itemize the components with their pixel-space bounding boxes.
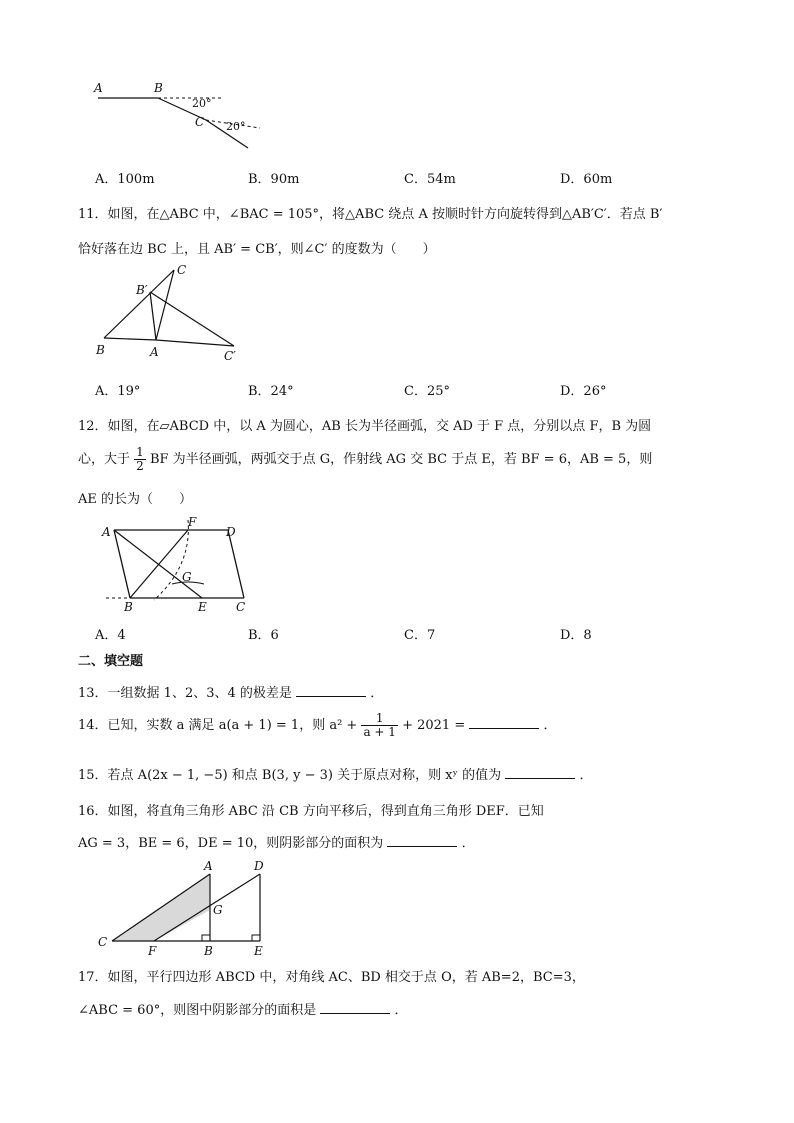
q16-line-2 [78,832,475,851]
q17-line-1: 17．如图，平行四边形 ABCD 中，对角线 AC、BD 相交于点 O，若 AB=2，BC=3， [78,970,585,985]
figure-q16 [94,858,274,958]
label-a: A [150,345,159,359]
frac-denominator: a + 1 [363,725,396,739]
right-angle-e [252,935,260,941]
label-b: B [96,343,105,357]
q15-answer-blank[interactable] [505,766,575,779]
label-c: C [177,263,187,277]
q12-line-1: 12．如图，在▱ABCD 中，以 A 为圆心，AB 长为半径画弧，交 AD 于 F 点，分别以点 F，B 为圆 [78,419,652,434]
label-d: D [254,859,264,873]
segment-dc [228,530,244,598]
q12-line-2 [78,446,652,473]
fraction-one-over-a-plus-one [361,712,397,739]
q12-option-c[interactable]: C．7 [404,628,436,643]
q11-line-2: 恰好落在边 BC 上，且 AB′ = CB′，则∠C′ 的度数为（ ） [78,242,436,257]
q11-option-a[interactable]: A．19° [95,384,141,399]
q13-line [78,682,383,701]
segment-ac-prime [156,340,234,346]
q16-end: ． [461,836,475,851]
q12-line-2-pre: 心，大于 [78,452,131,467]
q17-text: ∠ABC = 60°，则图中阴影部分的面积是 [78,1003,317,1018]
frac-numerator: 1 [136,445,144,459]
label-a: A [102,525,111,539]
label-a: A [94,81,103,95]
q14-end: ． [543,718,557,733]
segment-bc [104,270,174,338]
right-angle-b [202,935,210,941]
label-b: B [124,600,133,614]
label-b-prime: B′ [136,283,148,297]
label-b: B [154,81,163,95]
angle-label-b: 20° [192,97,212,110]
q14-pre: 14．已知，实数 a 满足 a(a + 1) = 1，则 a² + [78,718,358,733]
frac-numerator: 1 [361,712,397,726]
label-g: G [182,570,192,584]
q12-line-2-post: BF 为半径画弧，两弧交于点 G，作射线 AG 交 BC 于点 E，若 BF = 6，AB = 5，则 [149,452,653,467]
segment-b-prime-c-prime [150,292,234,346]
q17-answer-blank[interactable] [320,1001,390,1014]
q13-end: ． [370,686,384,701]
label-c: C [236,600,246,614]
label-g: G [213,903,223,917]
q10-option-c[interactable]: C．54m [404,172,456,187]
q10-options [95,168,755,188]
angle-label-c: 20° [226,120,246,133]
q10-option-b[interactable]: B．90m [248,172,300,187]
segment-bf [130,530,188,598]
label-d: D [226,525,236,539]
q12-line-3: AE 的长为（ ） [78,492,193,507]
q11-options [95,380,755,400]
frac-denominator: 2 [136,459,144,473]
q14-post: + 2021 = [402,718,466,733]
q11-option-d[interactable]: D．26° [560,384,607,399]
arc-center-a [154,520,188,600]
q16-text: AG = 3，BE = 6，DE = 10，则阴影部分的面积为 [78,836,384,851]
q13-answer-blank[interactable] [296,684,366,697]
label-b: B [204,944,213,958]
label-a: A [204,859,213,873]
label-c: C [195,115,205,129]
q17-end: ． [394,1003,408,1018]
segment-ab-prime [150,292,156,340]
section-title-fill-in: 二、填空题 [78,654,144,669]
figure-q12 [96,514,266,616]
label-c-prime: C′ [224,349,236,363]
label-e: E [254,944,263,958]
segment-ba [104,338,156,340]
label-e: E [198,600,207,614]
q17-line-2 [78,999,408,1018]
q15-line [78,764,592,783]
q12-option-a[interactable]: A．4 [95,628,126,643]
label-f: F [188,515,197,529]
fraction-one-half [134,446,146,473]
q16-answer-blank[interactable] [387,834,457,847]
label-c: C [98,935,108,949]
q11-option-c[interactable]: C．25° [404,384,450,399]
q15-text: 15．若点 A(2x − 1, −5) 和点 B(3, y − 3) 关于原点对称，则 xʸ 的值为 [78,768,502,783]
q11-option-b[interactable]: B．24° [248,384,294,399]
q15-end: ． [579,768,593,783]
label-f: F [148,944,157,958]
q11-line-1: 11．如图，在△ABC 中，∠BAC = 105°，将△ABC 绕点 A 按顺时针方向旋转得到△AB′C′．若点 B′ [78,207,663,222]
q14-line [78,712,557,739]
q16-line-1: 16．如图，将直角三角形 ABC 沿 CB 方向平移后，得到直角三角形 DEF．已知 [78,804,544,819]
q13-text: 13．一组数据 1、2、3、4 的极差是 [78,686,292,701]
figure-q10 [88,78,268,153]
q12-option-d[interactable]: D．8 [560,628,592,643]
q14-answer-blank[interactable] [469,716,539,729]
figure-q11 [88,262,258,367]
q12-options [95,624,755,644]
q12-option-b[interactable]: B．6 [248,628,279,643]
q10-option-a[interactable]: A．100m [95,172,155,187]
q10-option-d[interactable]: D．60m [560,172,613,187]
